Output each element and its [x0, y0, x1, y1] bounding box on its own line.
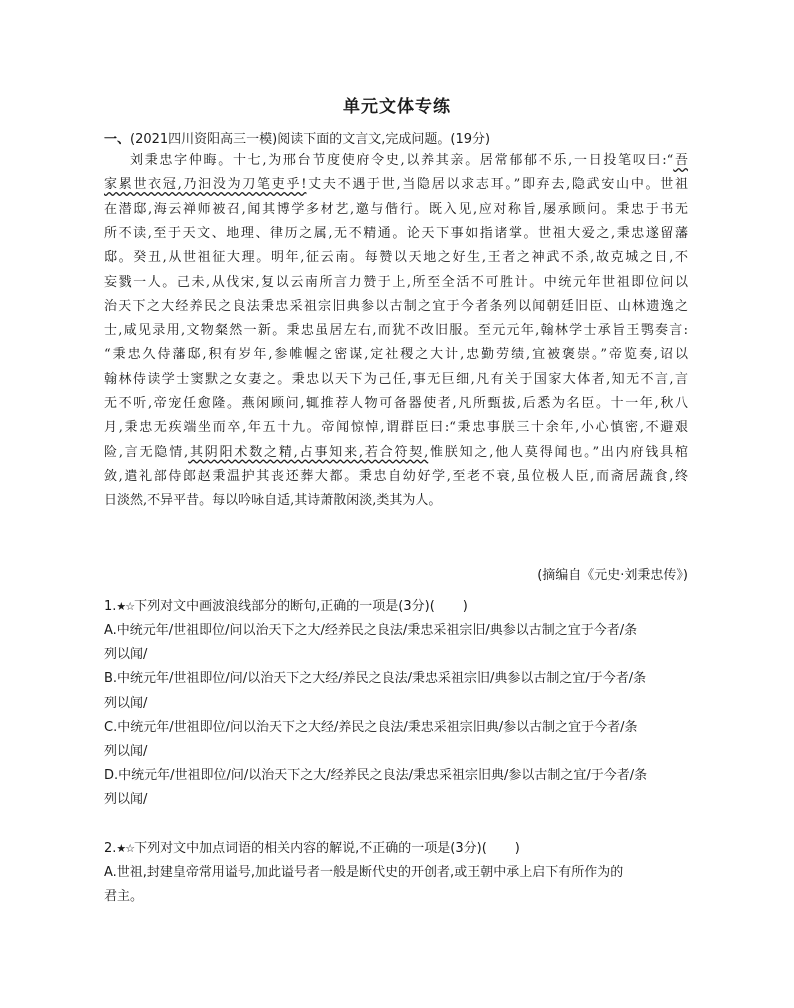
passage-text: 日淡然,不异平昔。每以吟咏自适,其诗萧散闲淡,类其为人。 [104, 493, 442, 509]
passage-text: 邸。癸丑,从世祖征大理。明年,征云南。每赞以天地之好生,王者之神武不杀,故克城之日,不 [104, 250, 688, 266]
passage-text: 妄戮一人。己未,从伐宋,复以云南所言力赞于上,所至全活不可胜计。中统元年世祖即位问以 [104, 274, 688, 290]
passage-line [104, 247, 688, 269]
passage-text: 惟朕知之,他人莫得闻也。”出内府钱具棺 [428, 444, 688, 460]
wavy-underlined-text: 其阴阳术数之精,占事知来,若合符契, [188, 444, 429, 460]
question-1-number: 1. [104, 599, 117, 614]
difficulty-stars-icon: ★☆ [116, 600, 135, 613]
question-instruction: (2021四川资阳高三一模)阅读下面的文言文,完成问题。(19分) [130, 132, 491, 147]
passage-text: 士,咸见录用,文物粲然一新。秉忠虽居左右,而犹不改旧服。至元元年,翰林学士承旨王鹗奏言: [104, 323, 688, 339]
wavy-underlined-text: 家累世衣冠,乃汩没为刀笔吏乎! [104, 177, 307, 193]
passage-text: 所不读,至于天文、地理、律历之属,无不精通。论天下事如指诸掌。世祖大爱之,秉忠遂留藩 [104, 225, 688, 241]
passage-line [104, 442, 688, 464]
passage-text: 敛,遣礼部侍郎赵秉温护其丧还葬大都。秉忠自幼好学,至老不衰,虽位极人臣,而斋居蔬食,终 [104, 468, 688, 484]
passage-line [104, 199, 688, 221]
option-A-cont: 君主。 [104, 889, 144, 905]
question-2-number: 2. [104, 841, 117, 856]
question-1 [104, 596, 704, 618]
difficulty-stars-icon: ★☆ [116, 842, 135, 855]
passage-line [104, 272, 688, 294]
question-1-close: ) [462, 599, 468, 614]
passage-text: 翰林侍读学士窦默之女妻之。秉忠以天下为己任,事无巨细,凡有关于国家大体者,知无不言,言 [104, 371, 688, 387]
option-B: B.中统元年/世祖即位/问/以治天下之大经/养民之良法/秉忠采祖宗旧/典参以古制之宜/于今者/条 [104, 671, 647, 687]
passage-line [104, 296, 688, 318]
passage-line [104, 490, 688, 512]
passage-line [104, 466, 688, 488]
passage-text: 在潜邸,海云禅师被召,闻其博学多材艺,邀与偕行。既入见,应对称旨,屡承顾问。秉忠于书无 [104, 201, 688, 217]
question-2-text: 下列对文中加点词语的相关内容的解说,不正确的一项是(3分)( [134, 841, 487, 856]
option-A-cont: 列以闻/ [104, 647, 148, 663]
option-D: D.中统元年/世祖即位/问/以治天下之大/经养民之良法/秉忠采祖宗旧典/参以古制之宜/于今者/条 [104, 768, 648, 784]
passage-line [104, 417, 688, 439]
passage-text: 丈夫不遇于世,当隐居以求志耳。”即弃去,隐武安山中。世祖 [306, 177, 688, 193]
question-1-text: 下列对文中画波浪线部分的断句,正确的一项是(3分)( [134, 599, 435, 614]
passage-text: 险,言无隐情, [104, 444, 189, 460]
passage-line [104, 393, 688, 415]
passage-text: 无不听,帝宠任愈隆。燕闲顾问,辄推荐人物可备器使者,凡所甄拔,后悉为名臣。十一年,秋八 [104, 396, 688, 411]
question-2-close: ) [514, 841, 520, 856]
question-header [104, 128, 490, 147]
passage-line [104, 369, 688, 391]
question-number: 一、 [104, 132, 131, 147]
passage-text: 刘秉忠字仲晦。十七,为邢台节度使府令史,以养其亲。居常郁郁不乐,一日投笔叹曰:“ [130, 153, 674, 168]
page-title: 单元文体专练 [343, 97, 451, 117]
passage-line [104, 344, 688, 366]
passage-line [130, 150, 688, 172]
passage-text: 治天下之大经养民之良法秉忠采祖宗旧典参以古制之宜于今者条列以闻朝廷旧臣、山林遗逸之 [104, 298, 688, 314]
option-C-cont: 列以闻/ [104, 744, 148, 759]
option-A: A.世祖,封建皇帝常用谥号,加此谥号者一般是断代史的开创者,或王朝中承上启下有所作为的 [104, 865, 624, 880]
wavy-underlined-text: 吾 [673, 153, 688, 168]
option-D-cont: 列以闻/ [104, 792, 148, 808]
passage-line [104, 174, 688, 196]
passage-line [104, 223, 688, 245]
passage-text: “秉忠久侍藩邸,积有岁年,参帷幄之密谋,定社稷之大计,忠勤劳绩,宜被褒崇。”帝览奏,诏以 [104, 347, 688, 363]
option-C: C.中统元年/世祖即位/问以治天下之大经/养民之良法/秉忠采祖宗旧典/参以古制之宜于今者/条 [104, 719, 638, 735]
passage-text: 月,秉忠无疾端坐而卒,年五十九。帝闻惊悼,谓群臣曰:“秉忠事朕三十余年,小心慎密,不避艰 [104, 420, 688, 436]
question-2 [104, 838, 704, 860]
option-B-cont: 列以闻/ [104, 695, 148, 711]
option-A: A.中统元年/世祖即位/问以治天下之大/经养民之良法/秉忠采祖宗旧/典参以古制之宜于今者/条 [104, 623, 638, 638]
passage-line [104, 320, 688, 342]
source-citation: (摘编自《元史·刘秉忠传》) [537, 568, 688, 583]
